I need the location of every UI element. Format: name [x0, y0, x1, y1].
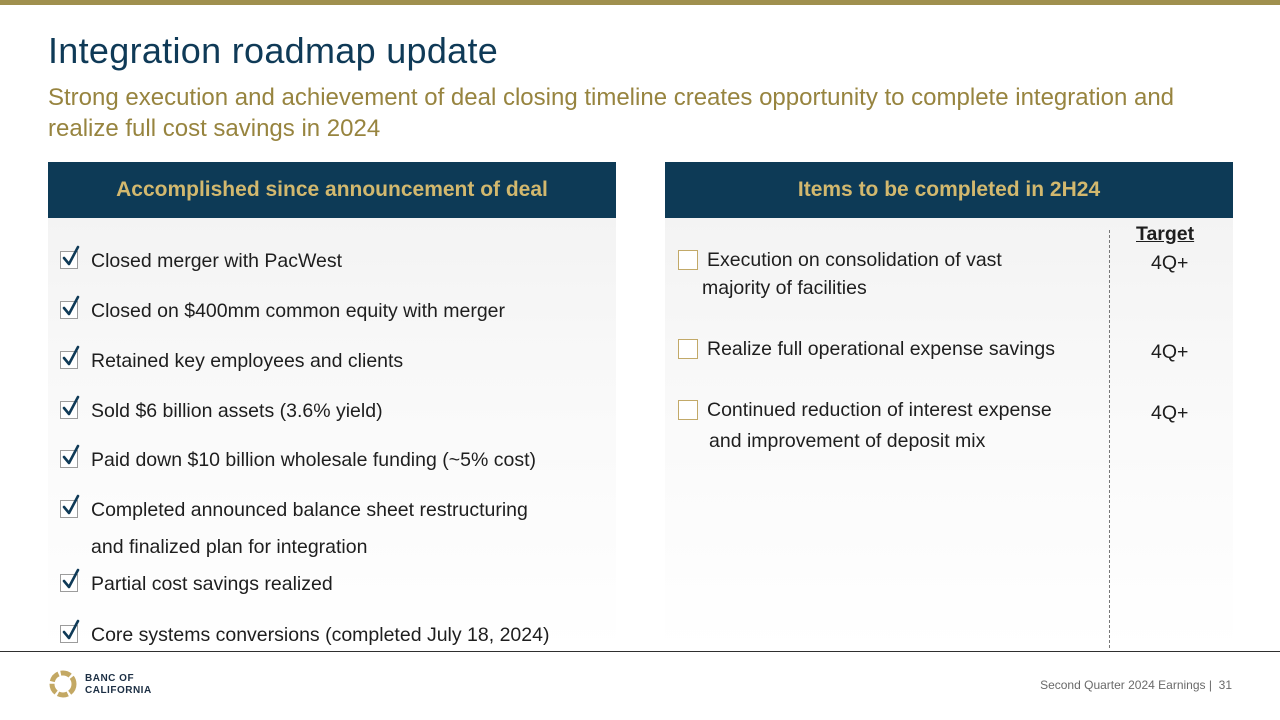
accomplished-panel [48, 162, 616, 650]
todo-panel-header: Items to be completed in 2H24 [665, 162, 1233, 218]
page-title: Integration roadmap update [48, 30, 499, 71]
todo-item-target: 4Q+ [1151, 402, 1189, 424]
target-column-header: Target [1136, 223, 1195, 245]
checkbox-checked-icon [60, 251, 78, 269]
logo-line-2: CALIFORNIA [85, 685, 152, 696]
todo-item-text-line2: majority of facilities [702, 277, 867, 299]
checkbox-checked-icon [60, 401, 78, 419]
logo-wordmark [85, 673, 152, 697]
logo-line-1: BANC OF [85, 673, 135, 684]
checkbox-empty-icon [678, 400, 698, 420]
accomplished-item-text: Retained key employees and clients [91, 350, 404, 372]
todo-item-text: Realize full operational expense savings [707, 338, 1055, 360]
accomplished-item-text: Closed on $400mm common equity with merger [91, 300, 506, 322]
accomplished-panel-header: Accomplished since announcement of deal [48, 162, 616, 218]
checkbox-empty-icon [678, 339, 698, 359]
checkbox-checked-icon [60, 351, 78, 369]
footer-text: Second Quarter 2024 Earnings | [1040, 678, 1212, 692]
todo-panel [665, 162, 1233, 650]
checkbox-checked-icon [60, 450, 78, 468]
accomplished-item-text: Partial cost savings realized [91, 573, 333, 595]
checkbox-checked-icon [60, 301, 78, 319]
accomplished-item-text: Core systems conversions (completed July 18, 2024) [91, 624, 550, 646]
todo-item-target: 4Q+ [1151, 341, 1189, 363]
accomplished-item-text: Sold $6 billion assets (3.6% yield) [91, 400, 383, 422]
accomplished-item-text: Paid down $10 billion wholesale funding (~5% cost) [91, 449, 536, 471]
page-number: 31 [1218, 678, 1232, 692]
checkbox-checked-icon [60, 500, 78, 518]
todo-item-text-line2: and improvement of deposit mix [709, 430, 986, 452]
checkbox-checked-icon [60, 574, 78, 592]
target-divider [1109, 230, 1110, 648]
footer-caption [1040, 678, 1232, 692]
checkbox-empty-icon [678, 250, 698, 270]
todo-item-text: Execution on consolidation of vast [707, 249, 1002, 271]
accomplished-item-text: Closed merger with PacWest [91, 250, 343, 272]
todo-item-text: Continued reduction of interest expense [707, 399, 1052, 421]
accomplished-item-text-line2: and finalized plan for integration [91, 536, 368, 558]
footer-rule [0, 651, 1280, 652]
checkbox-checked-icon [60, 625, 78, 643]
todo-item-target: 4Q+ [1151, 252, 1189, 274]
banc-of-california-logo-icon [48, 669, 78, 699]
top-rule [0, 0, 1280, 5]
accomplished-item-text: Completed announced balance sheet restructuring [91, 499, 528, 521]
page-subtitle: Strong execution and achievement of deal closing timeline creates opportunity to complete integration and realize full cost savings in 2024 [48, 84, 1175, 142]
